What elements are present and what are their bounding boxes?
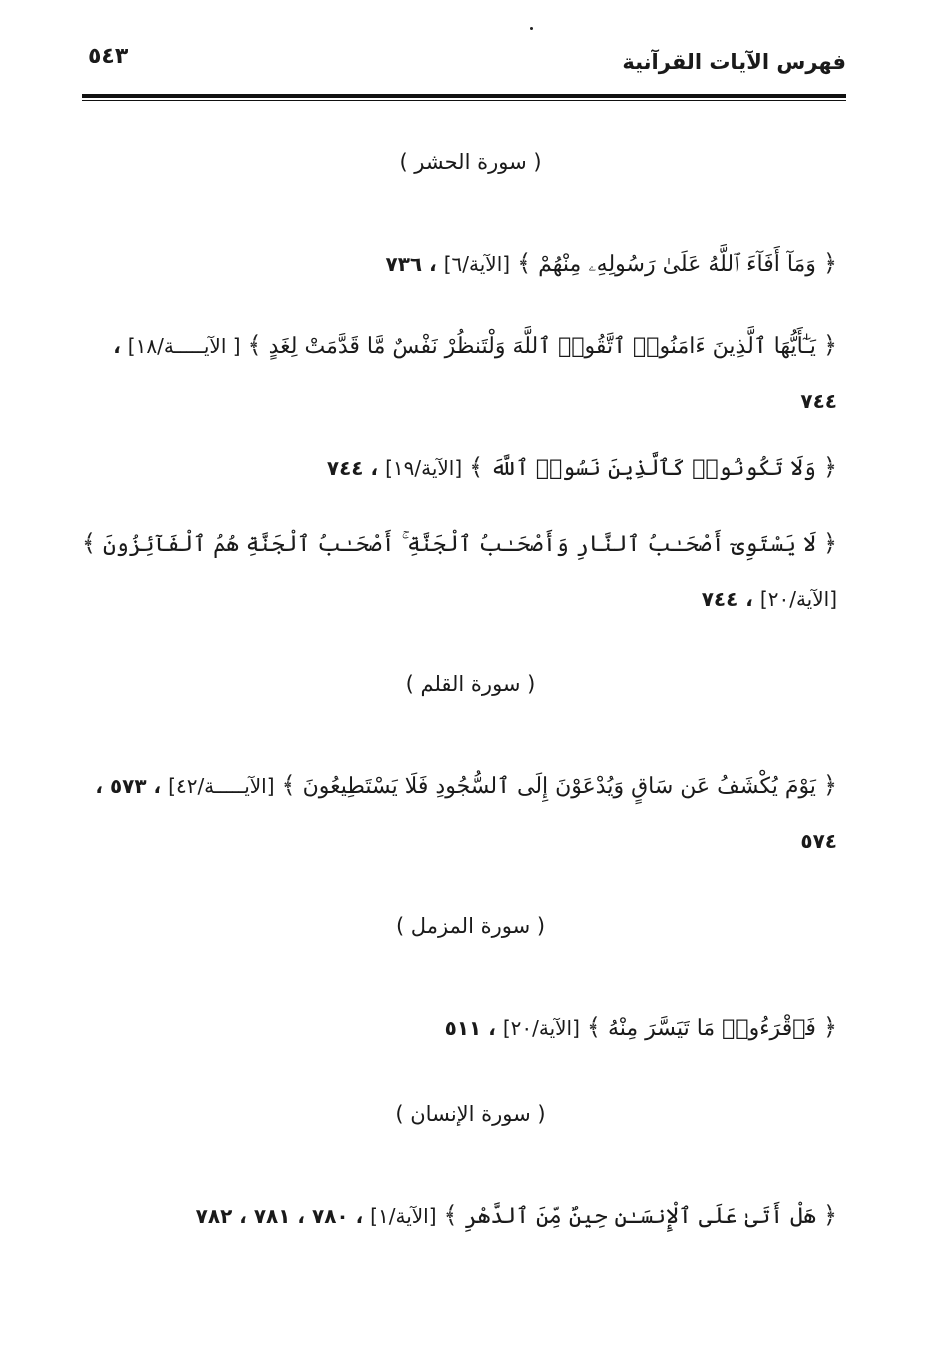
verse-close-bracket: ﴾ [586, 1013, 601, 1041]
verse-reference: [الآية/١٩] [385, 456, 463, 480]
verse-open-bracket: ﴿ [822, 249, 837, 277]
verse-open-bracket: ﴿ [822, 331, 837, 359]
verse-entry [77, 1000, 837, 1056]
page-references: ، ٧٣٦ [385, 252, 437, 276]
verse-text: فَٱقْرَءُوا۟ مَا تَيَسَّرَ مِنْهُ [607, 1016, 816, 1041]
verse-close-bracket: ﴾ [517, 249, 532, 277]
verse-text: يَوْمَ يُكْشَفُ عَن سَاقٍ وَيُدْعَوْنَ إِلَى ٱلسُّجُودِ فَلَا يَسْتَطِيعُونَ [302, 774, 816, 799]
verse-entry [77, 1188, 837, 1244]
page-references: ، ٧٤٤ [701, 587, 753, 611]
verse-text: لَا يَسْتَوِىٓ أَصْحَـٰبُ ٱلنَّارِ وَأَصْحَـٰبُ ٱلْجَنَّةِ ۚ أَصْحَـٰبُ ٱلْجَنَّةِ هُمُ ٱلْفَآئِزُونَ [102, 532, 816, 557]
verse-close-bracket: ﴾ [247, 331, 262, 359]
verse-entry [77, 516, 837, 627]
verse-open-bracket: ﴿ [822, 1201, 837, 1229]
verse-text: وَلَا تَكُونُوا۟ كَٱلَّذِينَ نَسُوا۟ ٱللَّهَ [490, 456, 816, 481]
surah-title-al-muzzammil: ( سورة المزمل ) [395, 914, 546, 938]
page-header [82, 40, 846, 80]
page-number: ٥٤٣ [88, 44, 129, 69]
header-title: فهرس الآيات القرآنية [622, 50, 846, 74]
verse-text: يَـٰٓأَيُّهَا ٱلَّذِينَ ءَامَنُوا۟ ٱتَّقُوا۟ ٱللَّهَ وَلْتَنظُرْ نَفْسٌ مَّا قَدَّمَتْ لِغَدٍ [268, 334, 816, 359]
verse-entry [77, 318, 837, 429]
verse-reference: [الآية/١] [370, 1204, 437, 1228]
verse-open-bracket: ﴿ [822, 453, 837, 481]
scan-dot [530, 27, 533, 30]
page-references: ، ٧٤٤ [326, 456, 379, 480]
verse-entry [77, 236, 837, 292]
verse-reference: [الآية/٢٠] [759, 587, 837, 611]
header-rule-thick [82, 94, 846, 98]
verse-close-bracket: ﴾ [81, 529, 96, 557]
verse-open-bracket: ﴿ [822, 529, 837, 557]
verse-close-bracket: ﴾ [469, 453, 484, 481]
surah-title-al-hashr: ( سورة الحشر ) [399, 150, 542, 174]
verse-open-bracket: ﴿ [822, 1013, 837, 1041]
verse-text: هَلْ أَتَىٰ عَلَى ٱلْإِنسَـٰنِ حِينٌ مِّنَ ٱلدَّهْرِ [464, 1204, 816, 1229]
verse-reference: [الآية/٢٠] [502, 1016, 580, 1040]
page-references: ، ٧٨٠ ، ٧٨١ ، ٧٨٢ [195, 1204, 364, 1228]
verse-reference: [ الآيـــــة/١٨] [127, 334, 241, 358]
verse-open-bracket: ﴿ [822, 771, 837, 799]
verse-reference: [الآيـــــة/٤٢] [168, 774, 275, 798]
verse-close-bracket: ﴾ [281, 771, 296, 799]
page-references: ، ٥٧٣ ، ٥٧٤ [95, 774, 837, 853]
page-references: ، ٥١١ [444, 1016, 496, 1040]
verse-close-bracket: ﴾ [443, 1201, 458, 1229]
surah-title-al-insan: ( سورة الإنسان ) [395, 1102, 546, 1126]
verse-text: وَمَآ أَفَآءَ ٱللَّهُ عَلَىٰ رَسُولِهِۦ مِنْهُمْ [538, 252, 816, 277]
verse-reference: [الآية/٦] [443, 252, 511, 276]
surah-title-al-qalam: ( سورة القلم ) [405, 672, 536, 696]
page-references: ، ٧٤٤ [113, 334, 837, 413]
verse-entry [77, 758, 837, 869]
header-rule-thin [82, 100, 846, 101]
verse-entry [77, 440, 837, 496]
